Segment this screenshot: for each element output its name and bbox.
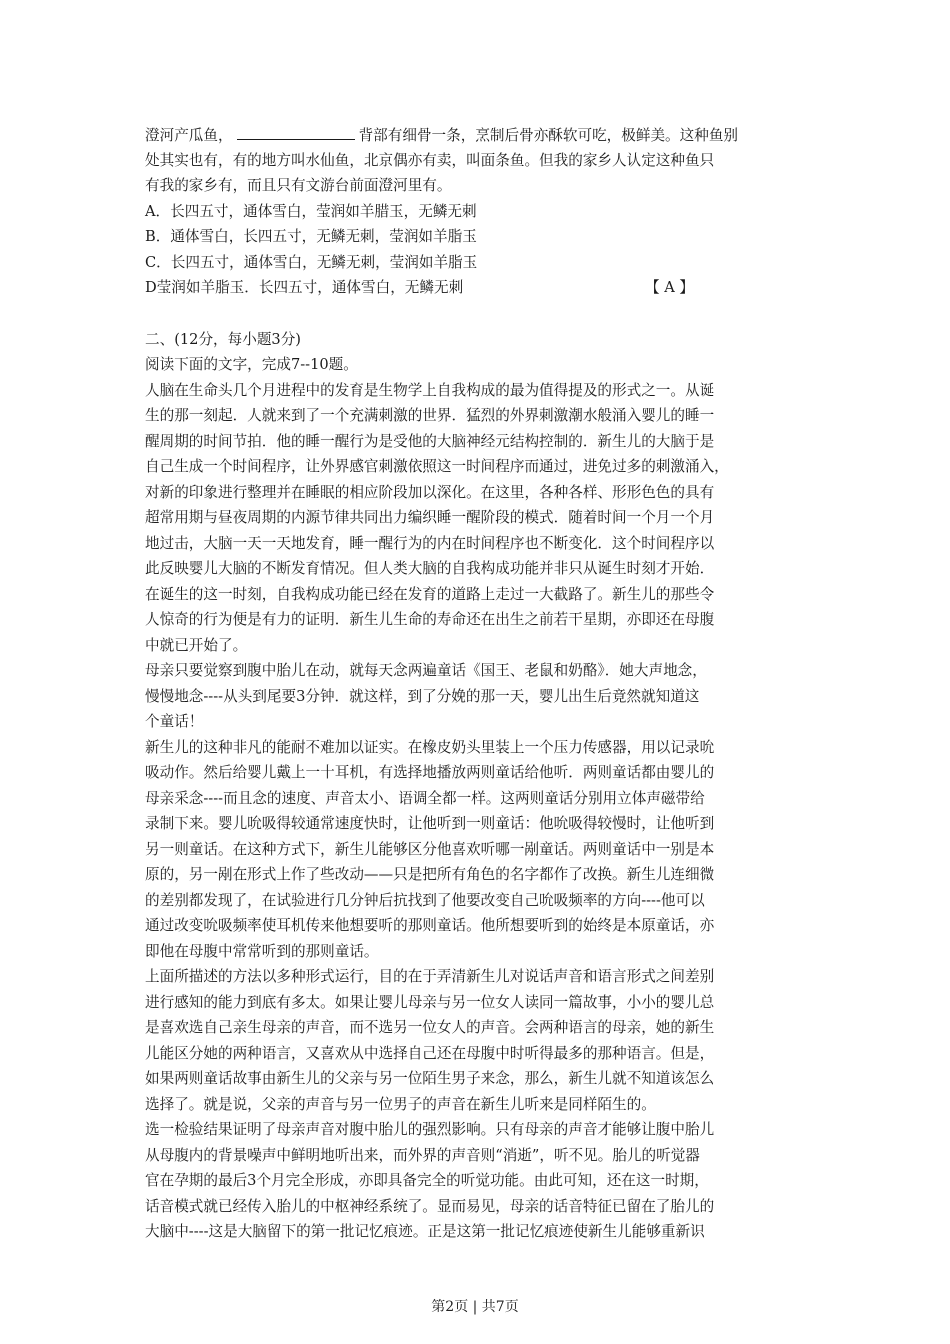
passage-line: 此反映婴儿大脑的不断发育情况。但人类大脑的自我构成功能并非只从诞生时刻才开始．	[145, 560, 715, 577]
question-stem-line: 有我的家乡有，而且只有文游台前面澄河里有。	[145, 177, 452, 194]
passage-line: 官在孕期的最后3个月完全形成，亦即具备完全的听觉功能。由此可知，还在这一时期，	[145, 1172, 709, 1189]
question-stem-line	[145, 122, 815, 148]
page-footer: 第2页 | 共7页	[431, 1299, 519, 1315]
option-a: A．长四五寸，通体雪白，莹润如羊腊玉，无鳞无刺	[145, 202, 477, 220]
passage-line: 通过改变吮吸频率使耳机传来他想要听的那则童话。他所想要听到的始终是本原童话，亦	[145, 917, 715, 934]
passage-line: 自己生成一个时间程序，让外界感官刺激依照这一时间程序而通过，进免过多的刺激涌入，	[145, 458, 729, 475]
passage-line: 选一检验结果证明了母亲声音对腹中胎儿的强烈影响。只有母亲的声音才能够让腹中胎儿	[145, 1121, 715, 1138]
passage-line: 话音模式就已经传入胎儿的中枢神经系统了。显而易见，母亲的话音特征已留在了胎儿的	[145, 1197, 715, 1215]
passage-line: 进行感知的能力到底有多太。如果让婴儿母亲与另一位女人读同一篇故事，小小的婴儿总	[145, 993, 715, 1011]
section-instruction: 阅读下面的文字，完成7--10题。	[145, 356, 358, 373]
passage-line: 吸动作。然后给婴儿戴上一十耳机，有选择地播放两则童话给他听．两则童话都由婴儿的	[145, 764, 715, 781]
passage-line: 生的那一刻起．人就来到了一个充满刺激的世界．猛烈的外界刺激潮水般涌入婴儿的睡一	[145, 407, 715, 424]
option-b: B．通体雪白，长四五寸，无鳞无刺，莹润如羊脂玉	[145, 228, 477, 245]
question-stem-line: 处其实也有，有的地方叫水仙鱼，北京偶亦有卖，叫面条鱼。但我的家乡人认定这种鱼只	[145, 151, 715, 169]
passage-line: 在诞生的这一时刻，自我构成功能已经在发育的道路上走过一大截路了。新生儿的那些令	[145, 585, 715, 603]
passage-line: 对新的印象进行整理并在睡眠的相应阶段加以深化。在这里，各种各样、形形色色的具有	[145, 483, 715, 501]
passage-line: 大脑中----这是大脑留下的第一批记忆痕迹。正是这第一批记忆痕迹使新生儿能够重新识	[145, 1223, 705, 1240]
passage-line: 原的，另一剐在形式上作了些改动——只是把所有角色的名字都作了改换。新生儿连细微	[145, 866, 715, 883]
stem-text-before-blank: 澄河产瓜鱼，	[145, 127, 233, 144]
passage-line: 个童话！	[145, 713, 204, 730]
option-c: C．长四五寸，通体雪白，无鳞无刺，莹润如羊脂玉	[145, 253, 478, 271]
passage-line: 上面所描述的方法以多种形式运行，目的在于弄清新生儿对说话声音和语言形式之间差别	[145, 968, 715, 985]
passage-line: 是喜欢选自己亲生母亲的声音，而不选另一位女人的声音。会两种语言的母亲，她的新生	[145, 1019, 715, 1036]
passage-line: 即他在母腹中常常听到的那则童话。	[145, 942, 379, 960]
answer-blank	[237, 122, 355, 140]
passage-line: 人惊奇的行为便是有力的证明．新生儿生命的寿命还在出生之前若干星期，亦即还在母腹	[145, 611, 715, 628]
reading-passage	[145, 378, 815, 1245]
passage-line: 人脑在生命头几个月进程中的发育是生物学上自我构成的最为值得提及的形式之一。从诞	[145, 381, 715, 399]
passage-line: 醒周期的时间节拍．他的睡一醒行为是受他的大脑神经元结构控制的．新生儿的大脑于是	[145, 432, 715, 450]
passage-line: 地过击，大脑一天一天地发育，睡一醒行为的内在时间程序也不断变化．这个时间程序以	[145, 534, 715, 552]
option-d-line	[145, 275, 815, 301]
stem-text-after-blank: 背部有细骨一条，烹制后骨亦酥软可吃，极鲜美。这种鱼别	[358, 127, 739, 144]
passage-line: 从母腹内的背景噪声中鲜明地听出来，而外界的声音则“消逝”，听不见。胎儿的听觉器	[145, 1146, 700, 1164]
passage-line: 另一则童话。在这种方式下，新生儿能够区分他喜欢听哪一剐童话。两则童话中一别是本	[145, 840, 715, 858]
passage-line: 慢慢地念----从头到尾要3分钟．就这样，到了分娩的那一天，婴儿出生后竟然就知道这	[145, 687, 700, 705]
section-heading: 二、(12分，每小题3分)	[145, 330, 301, 348]
passage-line: 儿能区分她的两种语言，又喜欢从中选择自己还在母腹中时听得最多的那种语言。但是，	[145, 1044, 715, 1062]
document-body	[145, 122, 815, 1245]
answer-bracket: 【 A 】	[645, 279, 695, 296]
passage-line: 母亲采念----而且念的速度、声音太小、语调全都一样。这两则童话分别用立体声磁带给	[145, 789, 705, 807]
passage-line: 超常用期与昼夜周期的内源节律共同出力编织睡一醒阶段的模式．随着时间一个月一个月	[145, 509, 715, 526]
passage-line: 母亲只要觉察到腹中胎儿在动，就每天念两遍童话《国王、老鼠和奶酪》．她大声地念，	[145, 662, 707, 679]
passage-line: 中就已开始了。	[145, 636, 248, 654]
option-d: D莹润如羊脂玉．长四五寸，通体雪白，无鳞无刺	[145, 279, 464, 296]
passage-line: 如果两则童话故事由新生儿的父亲与另一位陌生男子来念，那么，新生儿就不知道该怎么	[145, 1070, 715, 1087]
passage-line: 录制下来。婴儿吮吸得较通常速度快时，让他听到一则童话：他吮吸得较慢时，让他听到	[145, 815, 715, 832]
passage-line: 的差别都发现了，在试验进行几分钟后抗找到了他要改变自己吮吸频率的方向----他可以	[145, 891, 705, 909]
passage-line: 新生儿的这种非凡的能耐不难加以证实。在橡皮奶头里装上一个压力传感器，用以记录吮	[145, 738, 715, 756]
passage-line: 选择了。就是说，父亲的声音与另一位男子的声音在新生儿听来是同样陌生的。	[145, 1095, 656, 1113]
